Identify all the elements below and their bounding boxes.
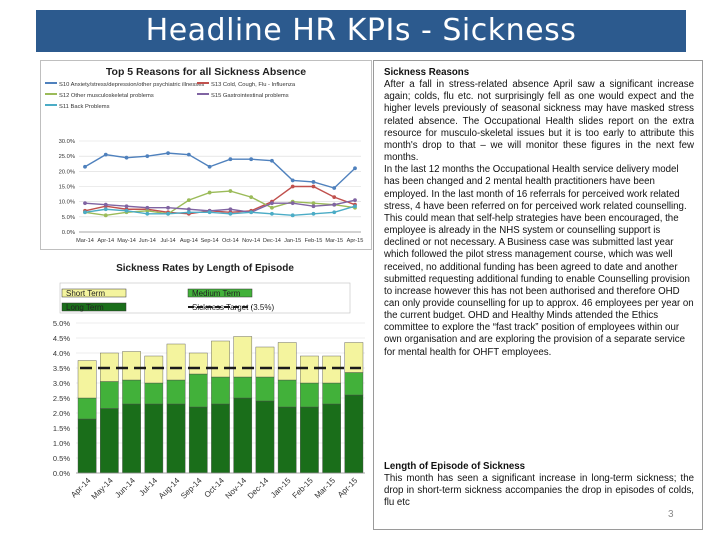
reasons-line-chart bbox=[41, 61, 371, 249]
chart2-bar-segment bbox=[256, 377, 274, 401]
chart1-point bbox=[332, 186, 336, 190]
chart1-legend-label: S11 Back Problems bbox=[59, 104, 110, 110]
chart2-x-tick: Nov-14 bbox=[223, 476, 249, 501]
chart1-point bbox=[125, 204, 129, 208]
chart1-point bbox=[353, 166, 357, 170]
chart1-point bbox=[312, 180, 316, 184]
chart2-bar-segment bbox=[323, 356, 341, 383]
episode-heading: Length of Episode of Sickness bbox=[384, 461, 526, 472]
chart2-x-tick: Jan-15 bbox=[268, 476, 293, 500]
chart1-point bbox=[145, 206, 149, 210]
chart2-bar-segment bbox=[234, 377, 252, 398]
chart2-bar-segment bbox=[300, 407, 318, 473]
chart1-legend-label: S10 Anxiety/stress/depression/other psychiatric illnesses bbox=[59, 82, 205, 88]
chart2-bar-segment bbox=[345, 373, 363, 396]
chart2-y-tick: 1.5% bbox=[52, 424, 70, 433]
chart2-bar-segment bbox=[145, 383, 163, 404]
chart2-y-tick: 2.5% bbox=[52, 394, 70, 403]
chart2-bar-segment bbox=[78, 398, 96, 419]
chart2-bar-segment bbox=[100, 382, 118, 409]
chart2-bar-segment bbox=[256, 401, 274, 473]
chart2-y-tick: 4.0% bbox=[52, 349, 70, 358]
chart2-x-tick: Apr-14 bbox=[69, 476, 93, 500]
chart1-point bbox=[353, 198, 357, 202]
chart2-y-tick: 1.0% bbox=[52, 439, 70, 448]
chart1-point bbox=[83, 210, 87, 214]
chart2-bar-segment bbox=[323, 383, 341, 404]
chart1-y-tick: 15.0% bbox=[58, 184, 75, 191]
chart2-bar-segment bbox=[234, 398, 252, 473]
chart2-bar-segment bbox=[189, 374, 207, 407]
chart2-y-tick: 4.5% bbox=[52, 334, 70, 343]
chart1-point bbox=[208, 210, 212, 214]
chart1-point bbox=[312, 185, 316, 189]
chart2-y-tick: 3.5% bbox=[52, 364, 70, 373]
reasons-paragraph-1: After a fall in stress-related absence April saw a significant increase again; colds, flu etc. not surprisingly fell as one would expect and the higher levels previously of seasonal sickness may have masked stress related absence. The Occupational Health slides report on the extra resource for musculo-skeletal issues but it is too early to attribute this month's drop to that – we will monitor these figures in the next few months. bbox=[384, 79, 694, 164]
chart2-x-tick: Apr-15 bbox=[335, 476, 360, 500]
chart1-point bbox=[104, 207, 108, 211]
chart1-x-tick: May-14 bbox=[117, 238, 136, 244]
chart2-bar-segment bbox=[78, 419, 96, 473]
chart1-point bbox=[332, 203, 336, 207]
chart1-point bbox=[249, 157, 253, 161]
reasons-heading: Sickness Reasons bbox=[384, 67, 470, 78]
chart1-x-tick: Apr-15 bbox=[346, 238, 364, 244]
chart1-x-tick: Jun-14 bbox=[138, 238, 156, 244]
reasons-line-chart-frame bbox=[40, 60, 372, 250]
chart1-point bbox=[187, 153, 191, 157]
chart1-point bbox=[104, 203, 108, 207]
chart2-bar-segment bbox=[189, 353, 207, 374]
chart1-point bbox=[291, 179, 295, 183]
chart1-point bbox=[312, 212, 316, 216]
chart2-bar-segment bbox=[167, 380, 185, 404]
chart2-bar-segment bbox=[167, 344, 185, 380]
chart1-point bbox=[270, 159, 274, 163]
chart2-x-tick: Dec-14 bbox=[245, 476, 271, 501]
chart1-y-tick: 20.0% bbox=[58, 169, 75, 176]
chart2-legend-label: Medium Term bbox=[192, 289, 241, 298]
episode-bar-chart-frame bbox=[40, 253, 370, 523]
chart1-x-tick: Dec-14 bbox=[262, 238, 281, 244]
chart1-x-tick: Nov-14 bbox=[242, 238, 261, 244]
chart1-point bbox=[228, 157, 232, 161]
chart2-bar-segment bbox=[211, 341, 229, 377]
chart1-point bbox=[187, 198, 191, 202]
chart1-point bbox=[145, 154, 149, 158]
chart1-point bbox=[270, 201, 274, 205]
chart1-x-tick: Jul-14 bbox=[160, 238, 176, 244]
chart2-y-tick: 3.0% bbox=[52, 379, 70, 388]
chart2-bar-segment bbox=[278, 380, 296, 407]
chart2-bar-segment bbox=[189, 407, 207, 473]
chart1-point bbox=[166, 206, 170, 210]
chart2-y-tick: 0.0% bbox=[52, 469, 70, 478]
chart1-x-tick: Apr-14 bbox=[97, 238, 115, 244]
chart1-point bbox=[270, 206, 274, 210]
chart1-x-tick: Mar-15 bbox=[325, 238, 344, 244]
chart2-bar-segment bbox=[78, 361, 96, 399]
chart1-point bbox=[83, 165, 87, 169]
chart1-legend-label: S15 Gastrointestinal problems bbox=[211, 93, 289, 99]
chart1-y-tick: 0.0% bbox=[61, 230, 75, 236]
chart2-bar-segment bbox=[122, 352, 140, 381]
chart1-title: Top 5 Reasons for all Sickness Absence bbox=[105, 66, 307, 78]
chart2-bar-segment bbox=[234, 337, 252, 378]
chart1-point bbox=[83, 201, 87, 205]
chart2-bar-segment bbox=[211, 377, 229, 404]
chart1-point bbox=[228, 207, 232, 211]
chart2-x-tick: Mar-15 bbox=[312, 476, 338, 501]
chart1-point bbox=[125, 156, 129, 160]
header-bar bbox=[36, 10, 686, 52]
chart1-x-tick: Aug-14 bbox=[179, 238, 198, 244]
chart1-y-tick: 5.0% bbox=[61, 214, 75, 221]
chart2-x-tick: Jun-14 bbox=[113, 476, 137, 500]
chart1-x-tick: Oct-14 bbox=[221, 238, 239, 244]
chart1-point bbox=[208, 191, 212, 195]
chart2-bar-segment bbox=[122, 380, 140, 404]
chart1-point bbox=[125, 209, 129, 213]
chart2-bar-segment bbox=[256, 347, 274, 377]
chart1-point bbox=[291, 201, 295, 205]
chart2-x-tick: Oct-14 bbox=[202, 476, 226, 500]
chart1-point bbox=[249, 210, 253, 214]
chart1-y-tick: 10.0% bbox=[58, 199, 75, 206]
chart1-y-tick: 30.0% bbox=[58, 139, 75, 145]
chart2-bar-segment bbox=[278, 343, 296, 381]
chart1-point bbox=[166, 212, 170, 216]
chart2-bar-segment bbox=[122, 404, 140, 473]
chart1-point bbox=[291, 213, 295, 217]
chart2-bar-segment bbox=[278, 407, 296, 473]
chart1-point bbox=[208, 165, 212, 169]
chart1-point bbox=[104, 213, 108, 217]
chart2-legend-label: Sickness Target (3.5%) bbox=[192, 303, 275, 312]
episode-text bbox=[384, 461, 694, 510]
chart1-point bbox=[187, 210, 191, 214]
chart2-x-tick: Sep-14 bbox=[179, 476, 204, 501]
chart2-bar-segment bbox=[211, 404, 229, 473]
chart1-point bbox=[166, 151, 170, 155]
episode-bar-chart bbox=[40, 253, 370, 523]
chart2-bar-segment bbox=[300, 383, 318, 407]
chart2-bar-segment bbox=[100, 409, 118, 474]
chart2-x-tick: Jul-14 bbox=[137, 476, 160, 498]
chart1-point bbox=[145, 212, 149, 216]
chart1-x-tick: Sep-14 bbox=[200, 238, 219, 244]
chart1-y-tick: 25.0% bbox=[58, 154, 75, 161]
chart1-x-tick: Feb-15 bbox=[304, 238, 323, 244]
chart1-point bbox=[332, 195, 336, 199]
chart1-legend-label: S13 Cold, Cough, Flu - Influenza bbox=[211, 82, 296, 88]
reasons-paragraph-2: In the last 12 months the Occupational Health service delivery model has been changed and 2 mental health practitioners have been employed. In the last month of 16 referrals for perceived work related stress, 4 have been referred on for perceived work related counselling. This could mean that self-help strategies have been encouraged, the employee is already in the NHS system or counselling support is declined or not necessary. A Business case was submitted last year which followed the pilot stress management course, which was well received, no additional funding has been agreed to date and another submitted requesting additional funding to enable Counselling provision to increase however this has not been authorised and therefore OHD can only provide counselling for up to approx. 46 employees per year on the current budget. OHD and Healthy Minds attended the Ethics committee to explore the “fast track” position of employees within our own organisation and are exploring the provision of a separate service for mental health for OHFT employees. bbox=[384, 164, 694, 358]
chart2-bar-segment bbox=[145, 404, 163, 473]
chart1-x-tick: Mar-14 bbox=[76, 238, 94, 244]
chart2-x-tick: May-14 bbox=[89, 476, 115, 502]
chart1-point bbox=[228, 189, 232, 193]
chart1-point bbox=[228, 212, 232, 216]
chart1-point bbox=[353, 204, 357, 208]
chart2-legend-label: Short Term bbox=[66, 289, 105, 298]
episode-paragraph: This month has seen a significant increase in long-term sickness; the drop in short-term sickness accompanies the drop in episodes of colds, flu etc bbox=[384, 473, 694, 509]
chart2-x-tick: Feb-15 bbox=[290, 476, 315, 501]
chart2-bar-segment bbox=[300, 356, 318, 383]
chart2-title: Sickness Rates by Length of Episode bbox=[116, 263, 294, 274]
chart1-point bbox=[270, 212, 274, 216]
chart2-legend-label: Long Term bbox=[66, 303, 104, 312]
chart1-x-tick: Jan-15 bbox=[284, 238, 302, 244]
chart2-y-tick: 5.0% bbox=[52, 319, 70, 328]
chart2-bar-segment bbox=[145, 356, 163, 383]
chart2-bar-segment bbox=[345, 395, 363, 473]
chart1-point bbox=[249, 195, 253, 199]
chart2-bar-segment bbox=[167, 404, 185, 473]
page-title: Headline HR KPIs - Sickness bbox=[145, 13, 577, 48]
chart2-bar-segment bbox=[323, 404, 341, 473]
page-number: 3 bbox=[668, 509, 674, 520]
chart1-point bbox=[332, 210, 336, 214]
chart2-x-tick: Aug-14 bbox=[156, 476, 182, 501]
chart1-point bbox=[291, 185, 295, 189]
sickness-reasons-text bbox=[384, 67, 694, 359]
chart1-point bbox=[312, 204, 316, 208]
chart1-point bbox=[104, 153, 108, 157]
chart1-legend-label: S12 Other musculoskeletal problems bbox=[59, 93, 154, 99]
chart2-y-tick: 2.0% bbox=[52, 409, 70, 418]
chart2-y-tick: 0.5% bbox=[52, 454, 70, 463]
